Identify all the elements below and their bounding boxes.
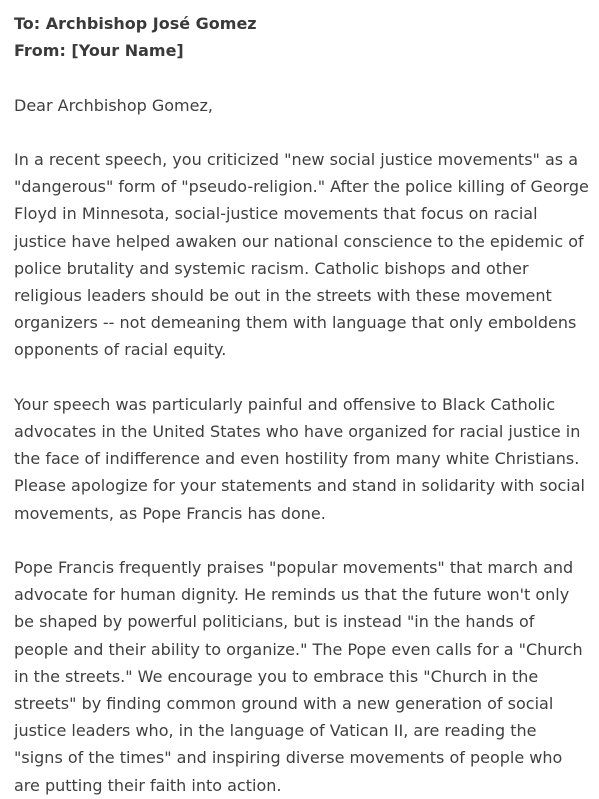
spacer [14,364,590,391]
spacer [14,527,590,554]
letter-paragraph-1: In a recent speech, you criticized "new social justice movements" as a "dangerous" form of "pseudo-religion." After the police killing of George Floyd in Minnesota, social-justice movements that focus on racial justice have helped awaken our national conscience to the epidemic of police brutality and systemic racism. Catholic bishops and other religious leaders should be out in the streets with these movement organizers -- not demeaning them with language that only emboldens opponents of racial equity. [14,149,589,360]
spacer [14,119,590,146]
letter-paragraph-3: Pope Francis frequently praises "popular movements" that march and advocate for human dignity. He reminds us that the future won't only be shaped by powerful politicians, but is instead "in the hands of people and their ability to organize." The Pope even calls for a "Church in the streets." We encourage you to embrace this "Church in the streets" by finding common ground with a new generation of social justice leaders who, in the language of Vatican II, are reading the "signs of the times" and inspiring diverse movements of people who are putting their faith into action. [14,558,583,795]
spacer [14,64,590,91]
letter-to-line: To: Archbishop José Gomez [14,14,257,33]
letter-paragraph-2: Your speech was particularly painful and offensive to Black Catholic advocates in the United States who have organized for racial justice in the face of indifference and even hostility from many white Christians. Please apologize for your statements and stand in solidarity with social movements, as Pope Francis has done. [14,394,585,523]
letter-salutation: Dear Archbishop Gomez, [14,95,213,115]
letter-from-line: From: [Your Name] [14,41,184,61]
